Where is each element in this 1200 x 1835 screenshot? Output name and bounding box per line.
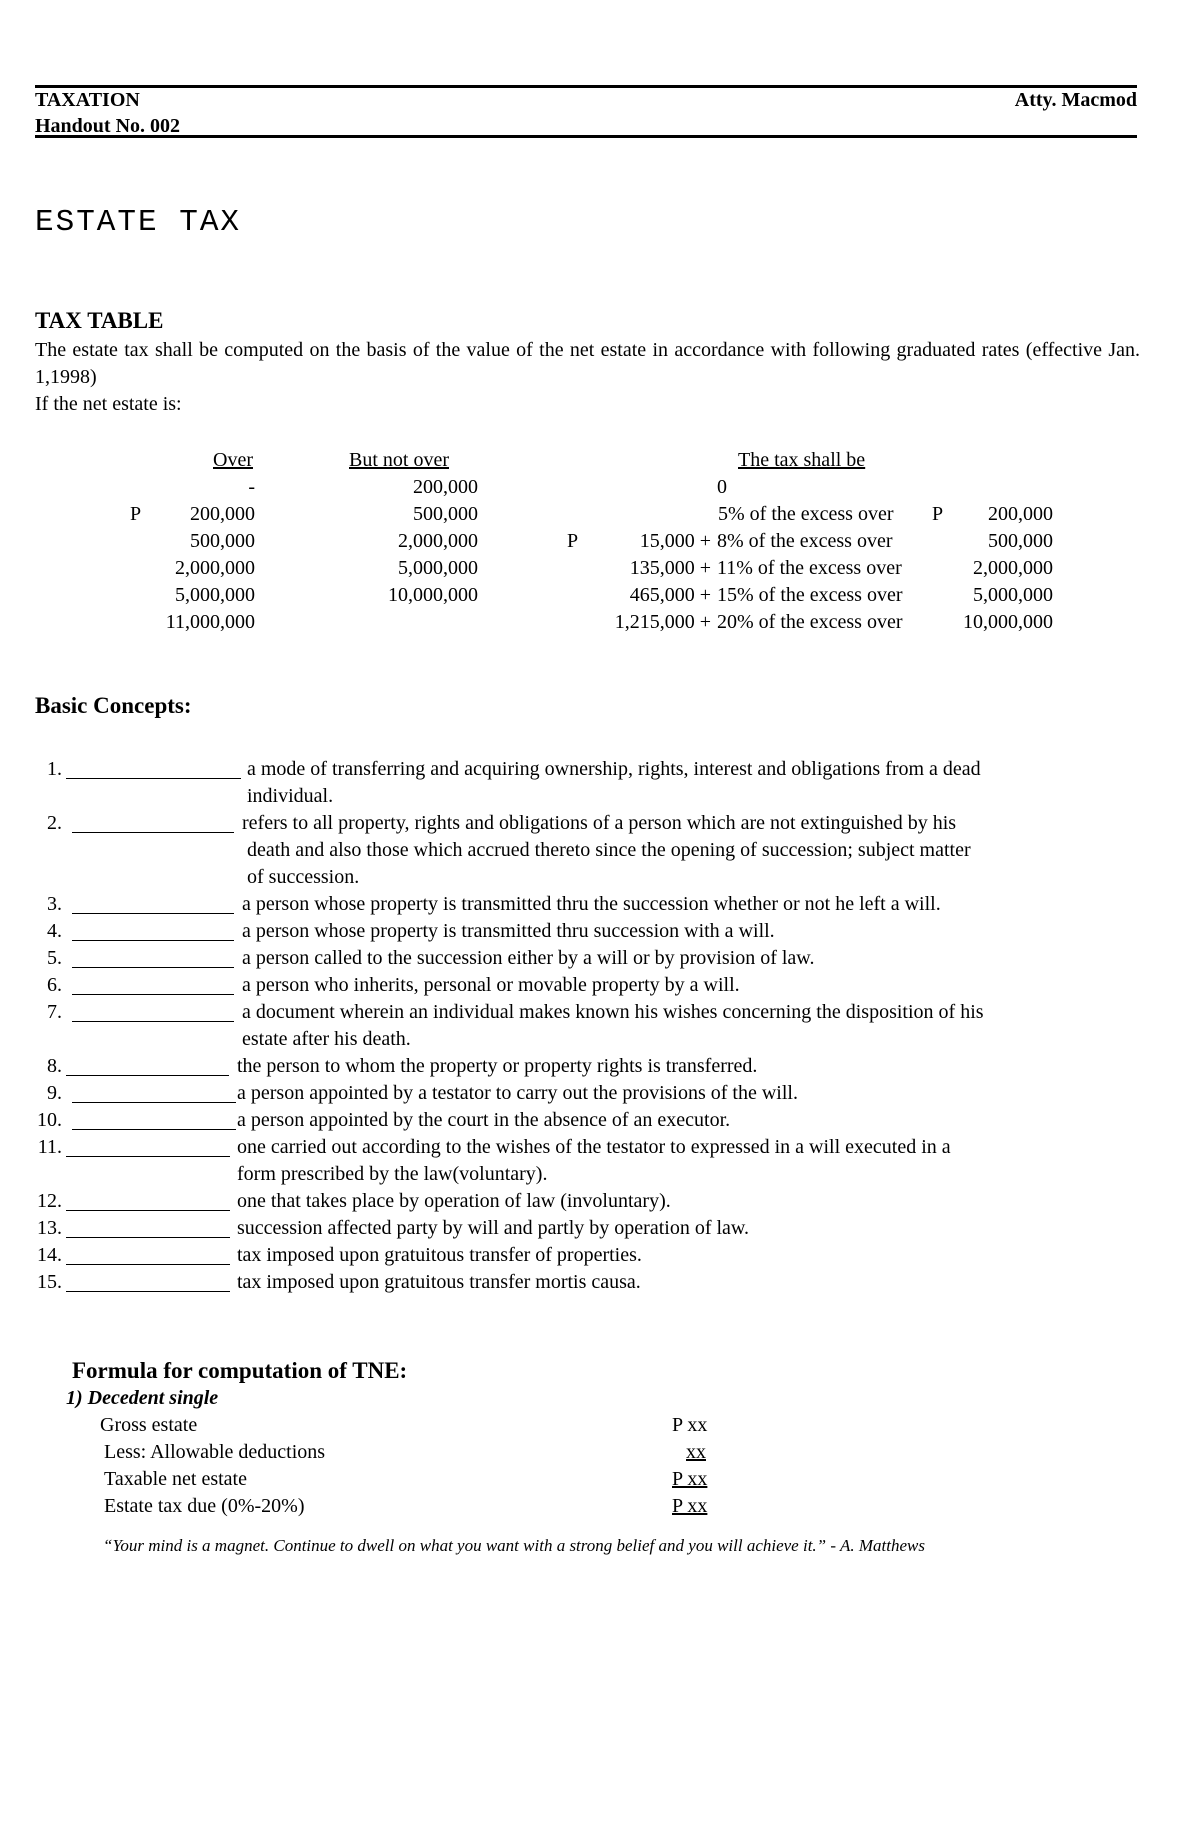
column-header-but-not-over: But not over	[349, 449, 449, 471]
tax-row-not-over-amount: 5,000,000	[398, 557, 478, 579]
concept-definition-continued: of succession.	[247, 866, 360, 888]
concept-definition: one that takes place by operation of law (involuntary).	[237, 1190, 671, 1212]
concept-definition: a document wherein an individual makes known his wishes concerning the disposition of his	[242, 1001, 984, 1023]
concept-definition-continued: death and also those which accrued thereto since the opening of succession; subject matter	[247, 839, 971, 861]
answer-blank[interactable]	[66, 778, 241, 779]
concept-number: 6.	[47, 974, 62, 996]
concept-number: 15.	[37, 1271, 62, 1293]
formula-row-value: P xx	[672, 1414, 708, 1436]
concept-definition: a mode of transferring and acquiring ownership, rights, interest and obligations from a dead	[247, 758, 981, 780]
concept-definition: a person whose property is transmitted thru the succession whether or not he left a will.	[242, 893, 941, 915]
header-top-rule	[35, 85, 1137, 88]
concept-number: 7.	[47, 1001, 62, 1023]
tax-row-tax-base: 465,000 +	[629, 584, 711, 606]
tax-table-heading: TAX TABLE	[35, 308, 164, 333]
tax-row-tax-currency: P	[567, 530, 579, 552]
tax-row-not-over-amount: 2,000,000	[398, 530, 478, 552]
tax-row-rate: 20% of the excess over	[717, 611, 903, 633]
tax-row-excess-amount: 10,000,000	[963, 611, 1053, 633]
answer-blank[interactable]	[66, 1264, 230, 1265]
header-subject: TAXATION	[35, 89, 140, 111]
page-title: ESTATE TAX	[35, 205, 242, 240]
tax-row-excess-currency: P	[932, 503, 944, 525]
answer-blank[interactable]	[66, 1291, 230, 1292]
answer-blank[interactable]	[72, 994, 234, 995]
concept-definition: tax imposed upon gratuitous transfer of properties.	[237, 1244, 642, 1266]
concept-number: 13.	[37, 1217, 62, 1239]
tax-table-condition: If the net estate is:	[35, 393, 182, 415]
concept-definition: a person called to the succession either by a will or by provision of law.	[242, 947, 815, 969]
tax-row-rate: 0	[717, 476, 727, 498]
concept-definition: a person who inherits, personal or movable property by a will.	[242, 974, 740, 996]
header-handout-number: Handout No. 002	[35, 115, 181, 137]
formula-row-value: xx	[686, 1441, 706, 1463]
tax-row-tax-base: 135,000 +	[629, 557, 711, 579]
tax-row-not-over-amount: 500,000	[413, 503, 478, 525]
concept-definition: the person to whom the property or property rights is transferred.	[237, 1055, 758, 1077]
tax-row-excess-amount: 200,000	[988, 503, 1053, 525]
formula-row-label: Gross estate	[100, 1414, 198, 1436]
concept-number: 12.	[37, 1190, 62, 1212]
tax-row-tax-base: 15,000 +	[639, 530, 711, 552]
concept-number: 14.	[37, 1244, 62, 1266]
concept-definition: a person whose property is transmitted thru succession with a will.	[242, 920, 775, 942]
concept-number: 8.	[47, 1055, 62, 1077]
header-author: Atty. Macmod	[1014, 89, 1137, 111]
concept-definition: refers to all property, rights and obligations of a person which are not extinguished by his	[242, 812, 957, 834]
formula-row-label: Taxable net estate	[104, 1468, 247, 1490]
formula-case-label: 1) Decedent single	[66, 1387, 219, 1409]
concept-number: 2.	[47, 812, 62, 834]
concept-number: 9.	[47, 1082, 62, 1104]
formula-heading: Formula for computation of TNE:	[72, 1358, 408, 1383]
answer-blank[interactable]	[66, 1237, 230, 1238]
tax-row-over-amount: 500,000	[190, 530, 255, 552]
answer-blank[interactable]	[72, 913, 234, 914]
answer-blank[interactable]	[66, 1156, 230, 1157]
answer-blank[interactable]	[66, 1210, 230, 1211]
concept-definition-continued: form prescribed by the law(voluntary).	[237, 1163, 548, 1185]
answer-blank[interactable]	[72, 967, 234, 968]
answer-blank[interactable]	[66, 1075, 229, 1076]
header-bottom-rule	[35, 135, 1137, 138]
concept-number: 1.	[47, 758, 62, 780]
answer-blank[interactable]	[72, 1129, 236, 1130]
tax-row-tax-base: 1,215,000 +	[614, 611, 711, 633]
concept-definition-continued: estate after his death.	[242, 1028, 411, 1050]
tax-row-excess-amount: 2,000,000	[973, 557, 1053, 579]
concept-definition: a person appointed by the court in the absence of an executor.	[237, 1109, 731, 1131]
column-header-over: Over	[213, 449, 253, 471]
tax-row-over-currency: P	[130, 503, 142, 525]
formula-row-label: Less: Allowable deductions	[104, 1441, 326, 1463]
column-header-tax-shall-be: The tax shall be	[738, 449, 866, 471]
answer-blank[interactable]	[72, 1021, 234, 1022]
tax-row-not-over-amount: 200,000	[413, 476, 478, 498]
formula-row-value: P xx	[672, 1495, 708, 1517]
tax-row-over-amount: 5,000,000	[175, 584, 255, 606]
tax-row-over-amount: 2,000,000	[175, 557, 255, 579]
concept-number: 3.	[47, 893, 62, 915]
concept-definition: a person appointed by a testator to carry out the provisions of the will.	[237, 1082, 798, 1104]
answer-blank[interactable]	[72, 940, 234, 941]
concept-definition: one carried out according to the wishes of the testator to expressed in a will executed in a	[237, 1136, 951, 1158]
formula-row-label: Estate tax due (0%-20%)	[104, 1495, 305, 1517]
tax-row-excess-amount: 5,000,000	[973, 584, 1053, 606]
tax-table-intro: The estate tax shall be computed on the basis of the value of the net estate in accordance with following graduated rates (effective Jan. 1,1998)	[35, 339, 1140, 388]
tax-row-over-amount: -	[248, 476, 255, 498]
concept-definition: tax imposed upon gratuitous transfer mortis causa.	[237, 1271, 641, 1293]
concept-number: 4.	[47, 920, 62, 942]
formula-row-value: P xx	[672, 1468, 708, 1490]
tax-row-over-amount: 200,000	[190, 503, 255, 525]
concept-definition-continued: individual.	[247, 785, 334, 807]
concept-number: 5.	[47, 947, 62, 969]
motivational-quote: “Your mind is a magnet. Continue to dwell on what you want with a strong belief and you will achieve it.” - A. Matthews	[103, 1536, 925, 1555]
concept-number: 11.	[37, 1136, 62, 1158]
basic-concepts-heading: Basic Concepts:	[35, 693, 192, 718]
tax-row-not-over-amount: 10,000,000	[388, 584, 478, 606]
concept-number: 10.	[37, 1109, 62, 1131]
tax-row-over-amount: 11,000,000	[165, 611, 255, 633]
tax-row-rate: 8% of the excess over	[717, 530, 893, 552]
answer-blank[interactable]	[72, 832, 234, 833]
tax-row-excess-amount: 500,000	[988, 530, 1053, 552]
tax-row-rate: 15% of the excess over	[717, 584, 903, 606]
concept-definition: succession affected party by will and partly by operation of law.	[237, 1217, 750, 1239]
tax-row-rate: 11% of the excess over	[717, 557, 902, 579]
tax-row-rate: 5% of the excess over	[718, 503, 894, 525]
answer-blank[interactable]	[72, 1102, 236, 1103]
